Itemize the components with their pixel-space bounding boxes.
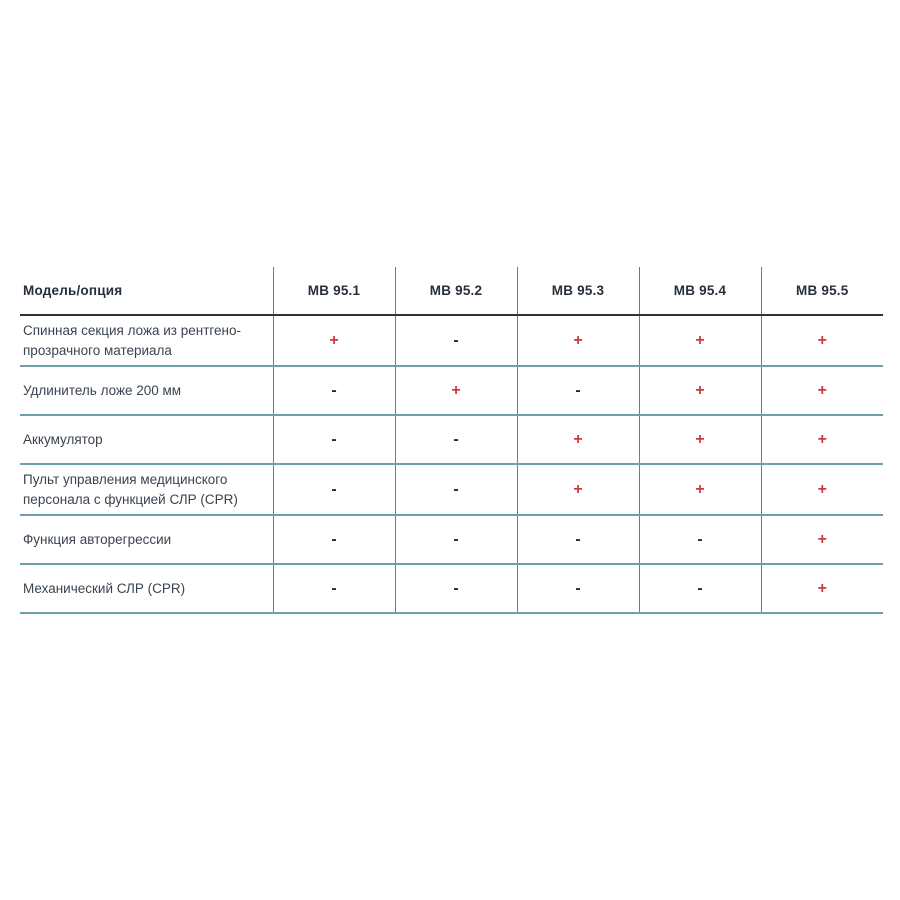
availability-cell: + (395, 366, 517, 415)
availability-cell: - (639, 515, 761, 564)
option-label: Спинная секция ложа из рентгено-прозрачного материала (20, 315, 273, 366)
availability-cell: + (517, 464, 639, 515)
availability-cell: + (517, 315, 639, 366)
model-options-comparison-table (20, 267, 883, 614)
availability-cell: + (761, 515, 883, 564)
availability-cell: + (639, 366, 761, 415)
availability-cell: + (761, 315, 883, 366)
column-header-mb-95-3: МВ 95.3 (517, 267, 639, 315)
availability-cell: - (395, 415, 517, 464)
availability-cell: + (517, 415, 639, 464)
availability-cell: - (273, 415, 395, 464)
table-row (20, 515, 883, 564)
table-header-row (20, 267, 883, 315)
availability-cell: + (273, 315, 395, 366)
column-header-model-option: Модель/опция (20, 267, 273, 315)
table-row (20, 415, 883, 464)
table-row (20, 564, 883, 613)
availability-cell: - (273, 464, 395, 515)
availability-cell: + (761, 564, 883, 613)
table-row (20, 315, 883, 366)
option-label: Пульт управления медицинского персонала с функцией СЛР (CPR) (20, 464, 273, 515)
availability-cell: - (273, 366, 395, 415)
availability-cell: - (517, 564, 639, 613)
option-label: Механический СЛР (CPR) (20, 564, 273, 613)
option-label: Аккумулятор (20, 415, 273, 464)
table-row (20, 464, 883, 515)
column-header-mb-95-2: МВ 95.2 (395, 267, 517, 315)
option-label: Удлинитель ложе 200 мм (20, 366, 273, 415)
availability-cell: - (639, 564, 761, 613)
availability-cell: - (395, 464, 517, 515)
availability-cell: - (517, 515, 639, 564)
option-label: Функция авторегрессии (20, 515, 273, 564)
availability-cell: - (273, 564, 395, 613)
availability-cell: + (639, 415, 761, 464)
availability-cell: + (761, 366, 883, 415)
availability-cell: - (273, 515, 395, 564)
availability-cell: - (395, 515, 517, 564)
availability-cell: + (639, 315, 761, 366)
availability-cell: + (761, 464, 883, 515)
availability-cell: + (639, 464, 761, 515)
table-row (20, 366, 883, 415)
availability-cell: - (395, 564, 517, 613)
column-header-mb-95-5: МВ 95.5 (761, 267, 883, 315)
availability-cell: - (395, 315, 517, 366)
availability-cell: + (761, 415, 883, 464)
column-header-mb-95-1: МВ 95.1 (273, 267, 395, 315)
availability-cell: - (517, 366, 639, 415)
column-header-mb-95-4: МВ 95.4 (639, 267, 761, 315)
